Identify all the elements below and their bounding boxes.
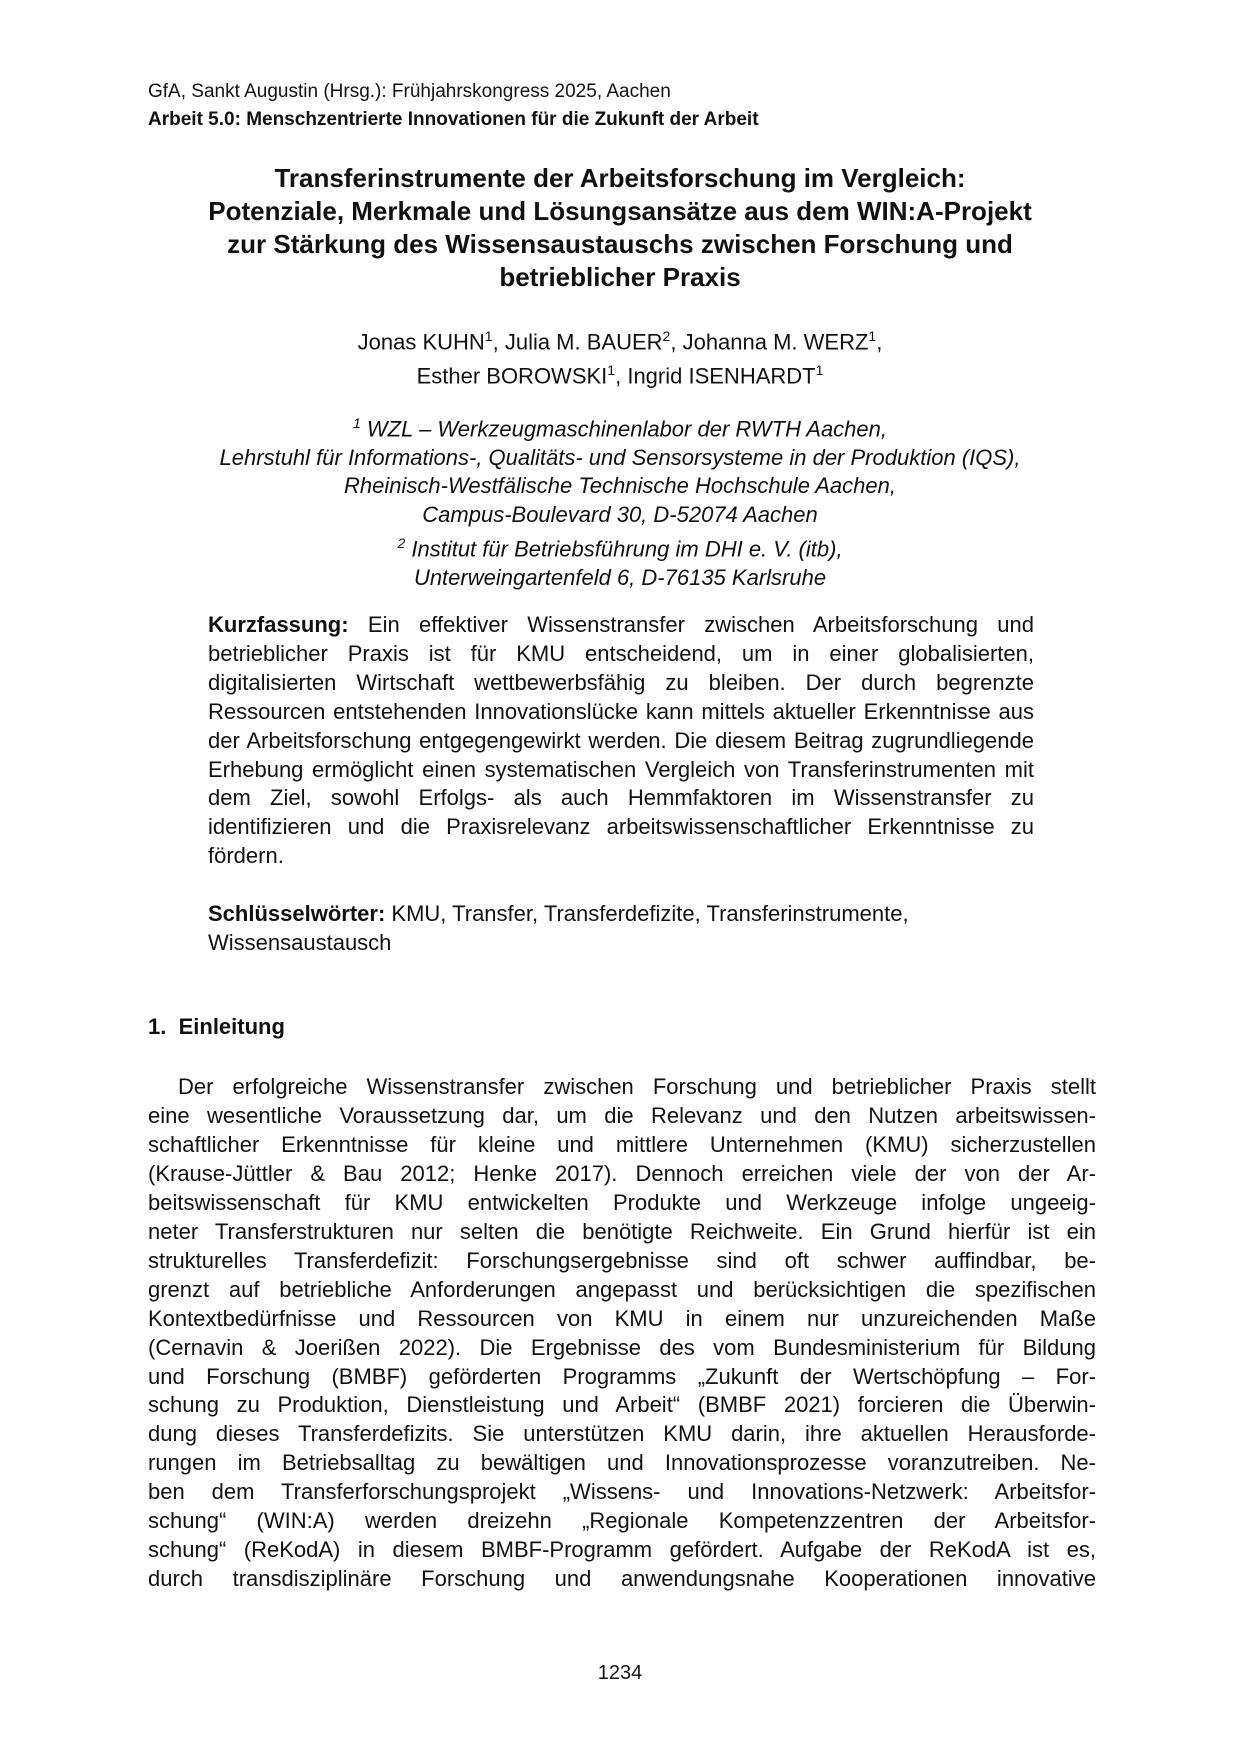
affiliation-mark: 1 <box>353 415 361 431</box>
body-line: Kontextbedürfnisse und Ressourcen von KMU in einem nur unzureichenden Maße <box>148 1305 1096 1331</box>
section-heading <box>148 1014 285 1040</box>
abstract <box>208 611 1034 871</box>
body-line: und Forschung (BMBF) geförderten Programms „Zukunft der Wertschöpfung – For- <box>148 1363 1096 1389</box>
author-affiliation-mark: 1 <box>815 362 824 379</box>
body-line: durch transdisziplinäre Forschung und anwendungsnahe Kooperationen innovative <box>148 1566 1096 1592</box>
body-line: dung dieses Transferdefizits. Sie unterstützen KMU darin, ihre aktuellen Herausforde- <box>148 1421 1096 1447</box>
body-line: schaftlicher Erkenntnisse für kleine und mittlere Unternehmen (KMU) sicherzustellen <box>148 1131 1096 1157</box>
author-affiliation-mark: 1 <box>868 328 877 344</box>
body-line: schung“ (ReKodA) in diesem BMBF-Programm gefördert. Aufgabe der ReKodA ist es, <box>148 1537 1096 1563</box>
body-line: strukturelles Transferdefizit: Forschungsergebnisse sind oft schwer auffindbar, be- <box>148 1247 1096 1273</box>
body-line: neter Transferstrukturen nur selten die benötigte Reichweite. Ein Grund hierfür ist ein <box>148 1218 1096 1244</box>
affiliations <box>120 409 1120 593</box>
header-congress-theme: Arbeit 5.0: Menschzentrierte Innovationen für die Zukunft der Arbeit <box>148 109 759 130</box>
affiliation-line: Rheinisch-Westfälische Technische Hochschule Aachen, <box>344 473 896 499</box>
section-title: Einleitung <box>178 1014 285 1039</box>
author-affiliation-mark: 1 <box>607 362 616 379</box>
body-line: (Cernavin & Joerißen 2022). Die Ergebnisse des vom Bundesministerium für Bildung <box>148 1334 1096 1360</box>
body-line: schung zu Produktion, Dienstleistung und Arbeit“ (BMBF 2021) forcieren die Überwin- <box>148 1392 1096 1418</box>
affiliation-line: WZL – Werkzeugmaschinenlabor der RWTH Aachen, <box>366 416 887 442</box>
title-line-1: Transferinstrumente der Arbeitsforschung im Vergleich: <box>274 163 966 193</box>
author-name: Ingrid ISENHARDT <box>627 363 816 389</box>
affiliation-line: Campus-Boulevard 30, D-52074 Aachen <box>422 501 818 527</box>
author-affiliation-mark: 2 <box>662 328 671 344</box>
body-line: beitswissenschaft für KMU entwickelten Produkte und Werkzeuge infolge ungeeig- <box>148 1189 1096 1215</box>
body-line: eine wesentliche Voraussetzung dar, um die Relevanz und den Nutzen arbeitswissen- <box>148 1102 1096 1128</box>
affiliation-line: Institut für Betriebsführung im DHI e. V. (itb), <box>411 536 843 562</box>
keywords <box>208 899 1034 957</box>
section-number: 1. <box>148 1014 167 1039</box>
paper-title <box>120 162 1120 294</box>
body-line: rungen im Betriebsalltag zu bewältigen und Innovationsprozesse voranzutreiben. Ne- <box>148 1450 1096 1476</box>
abstract-text: Ein effektiver Wissenstransfer zwischen Arbeitsforschung und betrieblicher Praxis ist für KMU entscheidend, um in einer globalisierten, digitalisierten Wirtschaft wettbewerbsfähig zu bleiben. Der durch begrenzte Ressourcen entstehenden Innovationslücke kann mittels aktueller Erkenntnisse aus der Arbeitsforschung entgegengewirkt werden. Die diesem Beitrag zugrundliegende Erhebung ermöglicht einen systematischen Vergleich von Transferinstrumenten mit dem Ziel, sowohl Erfolgs- als auch Hemmfaktoren im Wissenstransfer zu identifizieren und die Praxisrelevanz arbeitswissenschaftlicher Erkenntnisse zu fördern. <box>208 612 1034 869</box>
body-line: ben dem Transferforschungsprojekt „Wissens- und Innovations-Netzwerk: Arbeitsfor- <box>148 1479 1096 1505</box>
body-line: (Krause-Jüttler & Bau 2012; Henke 2017). Dennoch erreichen viele der von der Ar- <box>148 1160 1096 1186</box>
keywords-text: KMU, Transfer, Transferdefizite, Transferinstrumente, Wissensaustausch <box>208 901 909 955</box>
author-name: Johanna M. WERZ <box>682 329 869 355</box>
body-paragraph <box>148 1073 1096 1594</box>
author-name: Esther BOROWSKI <box>416 363 608 389</box>
header-publication-line: GfA, Sankt Augustin (Hrsg.): Frühjahrskongress 2025, Aachen <box>148 81 671 102</box>
abstract-label: Kurzfassung: <box>208 612 349 637</box>
body-line: schung“ (WIN:A) werden dreizehn „Regionale Kompetenzzentren der Arbeitsfor- <box>148 1508 1096 1534</box>
affiliation-line: Lehrstuhl für Informations-, Qualitäts- und Sensorsysteme in der Produktion (IQS), <box>219 444 1021 470</box>
author-name: Jonas KUHN <box>357 329 485 355</box>
title-line-2: Potenziale, Merkmale und Lösungsansätze aus dem WIN:A-Projekt <box>208 196 1032 226</box>
title-line-3: zur Stärkung des Wissensaustauschs zwischen Forschung und <box>227 229 1013 259</box>
body-line: grenzt auf betriebliche Anforderungen angepasst und berücksichtigen die spezifischen <box>148 1276 1096 1302</box>
author-affiliation-mark: 1 <box>484 328 493 344</box>
author-name: Julia M. BAUER <box>504 329 663 355</box>
affiliation-mark: 2 <box>397 535 406 552</box>
author-list: Jonas KUHN$^1$, Julia M. BAUER$^2$, Johanna M. WERZ$^1$, Esther BOROWSKI$^1$, Ingrid ISENHARDT$^1$ <box>357 328 883 389</box>
title-line-4: betrieblicher Praxis <box>499 262 741 292</box>
body-line: Der erfolgreiche Wissenstransfer zwischen Forschung und betrieblicher Praxis stellt <box>178 1074 1096 1099</box>
running-header <box>148 78 759 134</box>
affiliation-line: Unterweingartenfeld 6, D-76135 Karlsruhe <box>413 565 827 591</box>
page-number: 1234 <box>597 1662 643 1684</box>
keywords-label: Schlüsselwörter: <box>208 901 386 926</box>
